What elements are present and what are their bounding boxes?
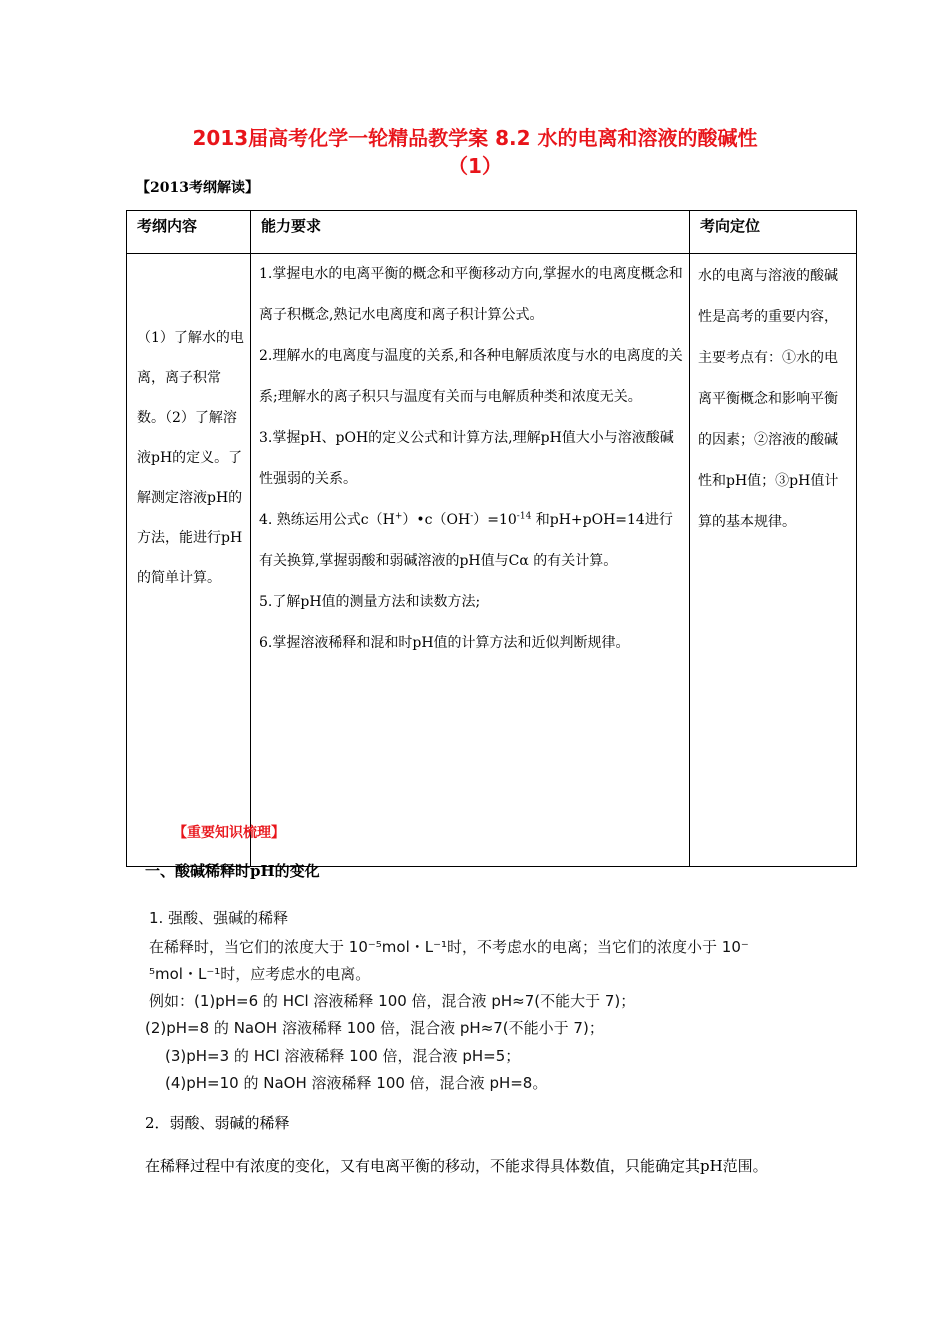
scan-line-6: (3)pH=3 的 HCl 溶液稀释 100 倍，混合液 pH=5； [165, 1047, 521, 1065]
table-header-row [127, 211, 857, 254]
title-line-1: 2013届高考化学一轮精品教学案 8.2 水的电离和溶液的酸碱性 [192, 126, 758, 150]
ability-item-6: 6.掌握溶液稀释和混和时pH值的计算方法和近似判断规律。 [259, 635, 630, 651]
section-1-title: 一、酸碱稀释时pH的变化 [145, 862, 320, 880]
orientation-cell: 水的电离与溶液的酸碱性是高考的重要内容，主要考点有：①水的电离平衡概念和影响平衡的因素；②溶液的酸碱性和pH值；③pH值计算的基本规律。 [690, 254, 857, 867]
ability-item-4: 4. 熟练运用公式$c(H^+)•c(OH^-)=10^{-14}$ 和pH+pOH=14进行有关换算,掌握弱酸和弱碱溶液的pH值与Cα 的有关计算。 [259, 511, 673, 569]
section-2-title: 2．弱酸、弱碱的稀释 [145, 1114, 290, 1132]
ability-item-1: 1.掌握电水的电离平衡的概念和平衡移动方向,掌握水的电离度概念和离子积概念,熟记水电离度和离子积计算公式。 [259, 266, 683, 323]
section-2-paragraph: 在稀释过程中有浓度的变化，又有电离平衡的移动，不能求得具体数值，只能确定其pH范围。 [145, 1157, 768, 1175]
header-content: 考纲内容 [127, 211, 251, 254]
syllabus-label: 【2013考纲解读】 [136, 180, 259, 196]
scan-line-2: 在稀释时，当它们的浓度大于 10⁻⁵mol・L⁻¹时，不考虑水的电离；当它们的浓度小于 10⁻ [149, 938, 749, 956]
knowledge-label: 【重要知识梳理】 [173, 825, 285, 841]
scan-line-7: (4)pH=10 的 NaOH 溶液稀释 100 倍，混合液 pH=8。 [165, 1074, 548, 1092]
syllabus-table [126, 210, 857, 867]
table-row [127, 254, 857, 867]
scan-line-5: (2)pH=8 的 NaOH 溶液稀释 100 倍，混合液 pH≈7(不能小于 7)； [145, 1019, 604, 1037]
header-orientation: 考向定位 [690, 211, 857, 254]
scan-line-1: 1. 强酸、强碱的稀释 [149, 909, 289, 927]
title-line-2: （1） [448, 154, 502, 178]
document-title [120, 124, 830, 180]
syllabus-content-cell: （1）了解水的电离，离子积常数。（2）了解溶液pH的定义。了解测定溶液pH的方法，能进行pH的简单计算。 [127, 254, 251, 867]
scan-line-4: 例如：(1)pH=6 的 HCl 溶液稀释 100 倍，混合液 pH≈7(不能大于 7)； [149, 992, 636, 1010]
ability-requirements-cell [251, 254, 690, 867]
ability-item-2: 2.理解水的电离度与温度的关系,和各种电解质浓度与水的电离度的关系;理解水的离子积只与温度有关而与电解质种类和浓度无关。 [259, 348, 683, 405]
scan-line-3: ⁵mol・L⁻¹时，应考虑水的电离。 [149, 965, 371, 983]
header-ability: 能力要求 [251, 211, 690, 254]
ability-item-3: 3.掌握pH、pOH的定义公式和计算方法,理解pH值大小与溶液酸碱性强弱的关系。 [259, 430, 674, 487]
ability-item-5: 5.了解pH值的测量方法和读数方法; [259, 594, 481, 610]
